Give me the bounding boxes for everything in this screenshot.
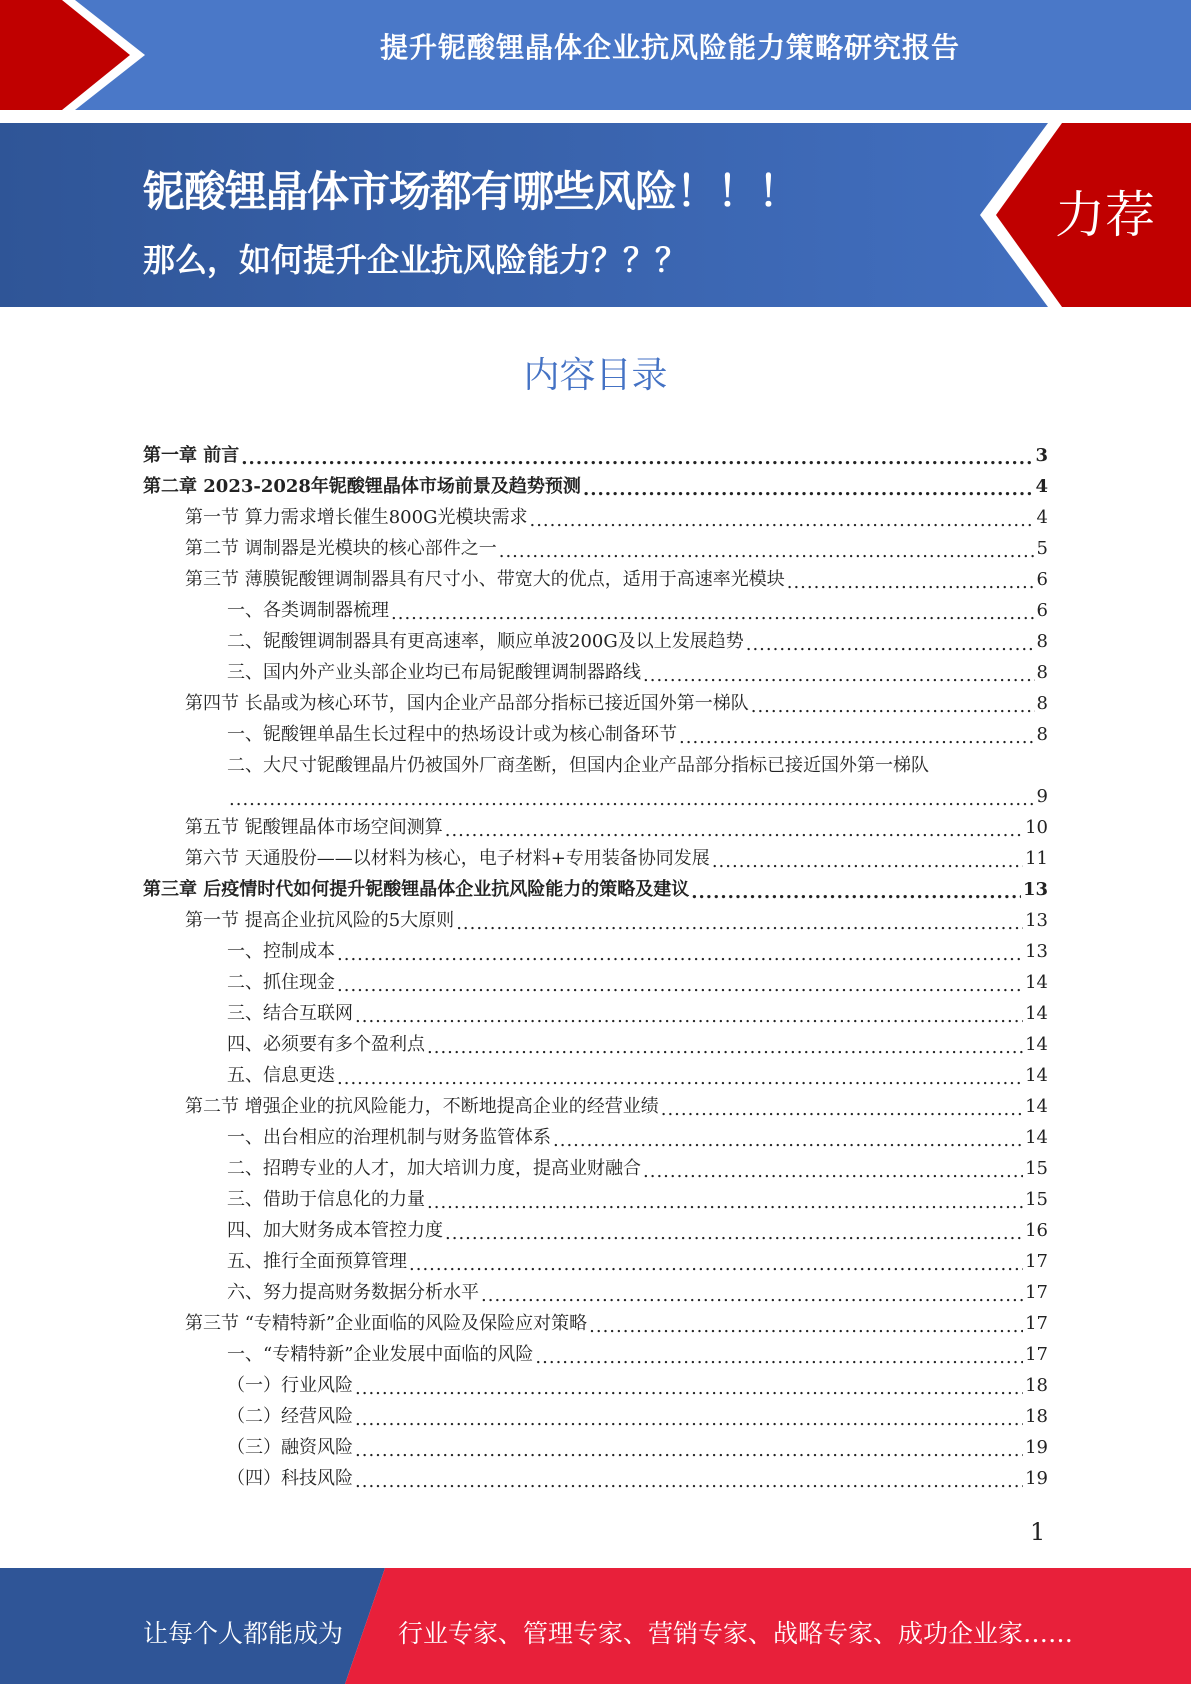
toc-entry[interactable]: 四、加大财务成本管控力度 ..... 16 — [143, 1212, 1048, 1243]
footer-banner — [0, 1568, 1191, 1684]
report-title: 提升铌酸锂晶体企业抗风险能力策略研究报告 — [379, 31, 960, 64]
footer-slogan-left: 让每个人都能成为 — [143, 1619, 344, 1648]
toc-entry[interactable]: 二、抓住现金 ..... 14 — [143, 964, 1048, 995]
red-arrow-decoration — [0, 0, 150, 110]
toc-entry[interactable]: 五、推行全面预算管理 ..... 17 — [143, 1243, 1048, 1274]
top-banner — [0, 0, 1191, 110]
toc-entry[interactable]: 第一节 提高企业抗风险的5大原则 ..... 13 — [143, 902, 1048, 933]
toc-entry[interactable]: 三、结合互联网 ..... 14 — [143, 995, 1048, 1026]
toc-entry[interactable]: 第三章 后疫情时代如何提升铌酸锂晶体企业抗风险能力的策略及建议 ..... 13 — [143, 871, 1048, 902]
toc-entry[interactable]: （一）行业风险 ..... 18 — [143, 1367, 1048, 1398]
toc-entry[interactable]: 第四节 长晶或为核心环节，国内企业产品部分指标已接近国外第一梯队 ..... 8 — [143, 685, 1048, 716]
recommend-badge: 力荐 — [1055, 186, 1155, 244]
toc-entry[interactable]: 第三节 薄膜铌酸锂调制器具有尺寸小、带宽大的优点，适用于高速率光模块 ..... 6 — [143, 561, 1048, 592]
toc-entry[interactable]: 第二节 增强企业的抗风险能力，不断地提高企业的经营业绩 ..... 14 — [143, 1088, 1048, 1119]
toc-entry[interactable]: 六、努力提高财务数据分析水平 ..... 17 — [143, 1274, 1048, 1305]
table-of-contents — [143, 437, 1048, 1491]
toc-entry[interactable]: 二、铌酸锂调制器具有更高速率，顺应单波200G及以上发展趋势 ..... 8 — [143, 623, 1048, 654]
hero-banner — [0, 123, 1191, 307]
toc-entry[interactable]: （四）科技风险 ..... 19 — [143, 1460, 1048, 1491]
toc-entry[interactable]: 一、各类调制器梳理 ..... 6 — [143, 592, 1048, 623]
toc-entry[interactable]: 二、招聘专业的人才，加大培训力度，提高业财融合 ..... 15 — [143, 1150, 1048, 1181]
toc-entry[interactable]: 四、必须要有多个盈利点 ..... 14 — [143, 1026, 1048, 1057]
toc-entry-wrapped-text[interactable]: 二、大尺寸铌酸锂晶片仍被国外厂商垄断，但国内企业产品部分指标已接近国外第一梯队 — [227, 755, 929, 776]
toc-entry[interactable]: 三、国内外产业头部企业均已布局铌酸锂调制器路线 ..... 8 — [143, 654, 1048, 685]
toc-entry[interactable]: 一、“专精特新”企业发展中面临的风险 ..... 17 — [143, 1336, 1048, 1367]
hero-subheadline: 那么，如何提升企业抗风险能力？？？ — [143, 241, 688, 279]
toc-title: 内容目录 — [523, 355, 668, 396]
toc-entry[interactable]: （二）经营风险 ..... 18 — [143, 1398, 1048, 1429]
toc-entry[interactable]: 一、控制成本 ..... 13 — [143, 933, 1048, 964]
footer-slogan-right: 行业专家、管理专家、营销专家、战略专家、成功企业家…… — [398, 1619, 1074, 1648]
toc-entry[interactable]: 五、信息更迭 ..... 14 — [143, 1057, 1048, 1088]
toc-entry[interactable]: ..... 9 — [143, 778, 1048, 809]
toc-entry[interactable]: 第一节 算力需求增长催生800G光模块需求 ..... 4 — [143, 499, 1048, 530]
toc-entry[interactable]: 第五节 铌酸锂晶体市场空间测算 ..... 10 — [143, 809, 1048, 840]
toc-entry[interactable]: 第一章 前言 ..... 3 — [143, 437, 1048, 468]
toc-entry[interactable]: 一、出台相应的治理机制与财务监管体系 ..... 14 — [143, 1119, 1048, 1150]
toc-entry[interactable]: 一、铌酸锂单晶生长过程中的热场设计或为核心制备环节 ..... 8 — [143, 716, 1048, 747]
hero-headline: 铌酸锂晶体市场都有哪些风险！！！ — [143, 167, 800, 216]
toc-entry[interactable]: 第二章 2023-2028年铌酸锂晶体市场前景及趋势预测 ..... 4 — [143, 468, 1048, 499]
toc-entry[interactable]: 第二节 调制器是光模块的核心部件之一 ..... 5 — [143, 530, 1048, 561]
toc-entry[interactable]: 三、借助于信息化的力量 ..... 15 — [143, 1181, 1048, 1212]
page-number: 1 — [1030, 1518, 1046, 1546]
toc-entry[interactable]: 第三节 “专精特新”企业面临的风险及保险应对策略 ..... 17 — [143, 1305, 1048, 1336]
toc-entry[interactable]: （三）融资风险 ..... 19 — [143, 1429, 1048, 1460]
toc-entry[interactable]: 第六节 天通股份——以材料为核心，电子材料+专用装备协同发展 ..... 11 — [143, 840, 1048, 871]
